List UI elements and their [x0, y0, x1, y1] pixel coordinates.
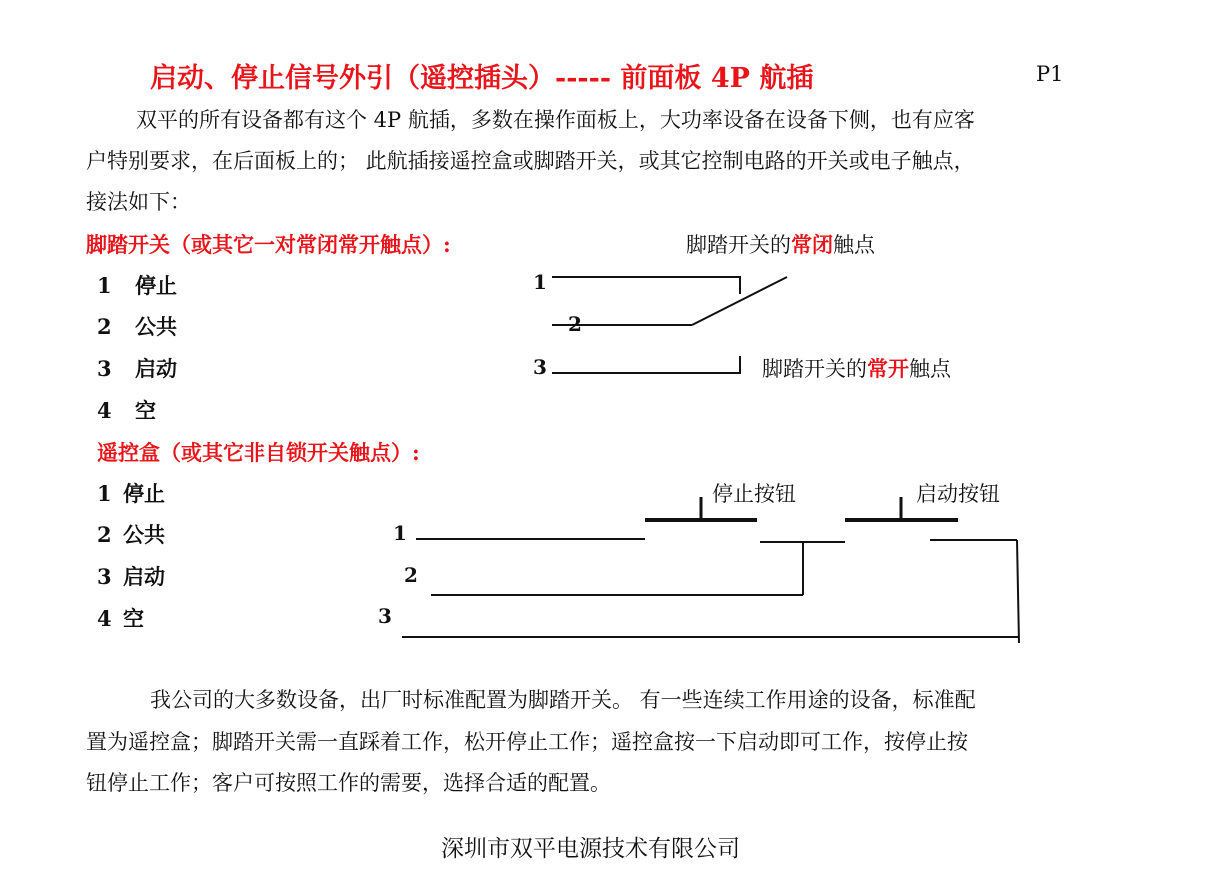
nc-label-post: 触点 [833, 233, 875, 257]
pin-number: 3 [97, 356, 112, 381]
company-footer: 深圳市双平电源技术有限公司 [441, 836, 740, 862]
pin-number: 4 [97, 606, 112, 631]
pin-number: 1 [97, 273, 112, 298]
page-number: P1 [1036, 62, 1064, 86]
pin-label: 停止 [135, 273, 177, 298]
no-label-em: 常开 [867, 356, 909, 381]
pin-label: 停止 [123, 481, 165, 506]
intro-line-3: 接法如下： [86, 190, 191, 214]
nc-label-pre: 脚踏开关的 [686, 233, 791, 257]
remote-wire-label-3: 3 [378, 604, 392, 628]
pin-label: 空 [135, 398, 156, 423]
pin-number: 1 [97, 481, 112, 506]
page-title: 启动、停止信号外引（遥控插头）----- 前面板 4P 航插 [150, 63, 814, 94]
summary-line-2: 置为遥控盒；脚踏开关需一直踩着工作，松开停止工作；遥控盒按一下启动即可工作，按停止按 [86, 730, 968, 754]
foot-wire-label-3: 3 [533, 355, 547, 379]
intro-line-1: 双平的所有设备都有这个 4P 航插，多数在操作面板上，大功率设备在设备下侧，也有应客 [136, 108, 975, 132]
pin-label: 公共 [123, 522, 165, 547]
remote-wire-label-2: 2 [404, 563, 418, 587]
pin-number: 3 [97, 564, 112, 589]
pin-label: 公共 [135, 314, 177, 339]
foot-wire-label-1: 1 [533, 270, 547, 294]
remote-box-heading: 遥控盒（或其它非自锁开关触点）: [97, 440, 420, 465]
wire-3-drop [1017, 540, 1019, 643]
pin-label: 启动 [123, 564, 165, 589]
foot-switch-heading: 脚踏开关（或其它一对常闭常开触点）: [86, 232, 451, 257]
summary-line-3: 钮停止工作；客户可按照工作的需要，选择合适的配置。 [86, 771, 611, 795]
start-button-label: 启动按钮 [916, 482, 1000, 506]
intro-line-2: 户特别要求，在后面板上的； 此航插接遥控盒或脚踏开关，或其它控制电路的开关或电子触点， [86, 149, 975, 173]
pin-label: 空 [123, 606, 144, 631]
pin-label: 启动 [135, 356, 177, 381]
summary-line-1: 我公司的大多数设备，出厂时标准配置为脚踏开关。 有一些连续工作用途的设备，标准配 [150, 688, 976, 712]
pin-number: 2 [97, 522, 112, 547]
pin-number: 2 [97, 314, 112, 339]
remote-wire-label-1: 1 [393, 521, 407, 545]
nc-label-em: 常闭 [791, 232, 833, 257]
stop-button-label: 停止按钮 [712, 482, 796, 506]
no-label-post: 触点 [909, 357, 951, 381]
foot-wire-label-2: 2 [568, 312, 582, 336]
no-label-pre: 脚踏开关的 [762, 357, 867, 381]
pin-number: 4 [97, 398, 112, 423]
